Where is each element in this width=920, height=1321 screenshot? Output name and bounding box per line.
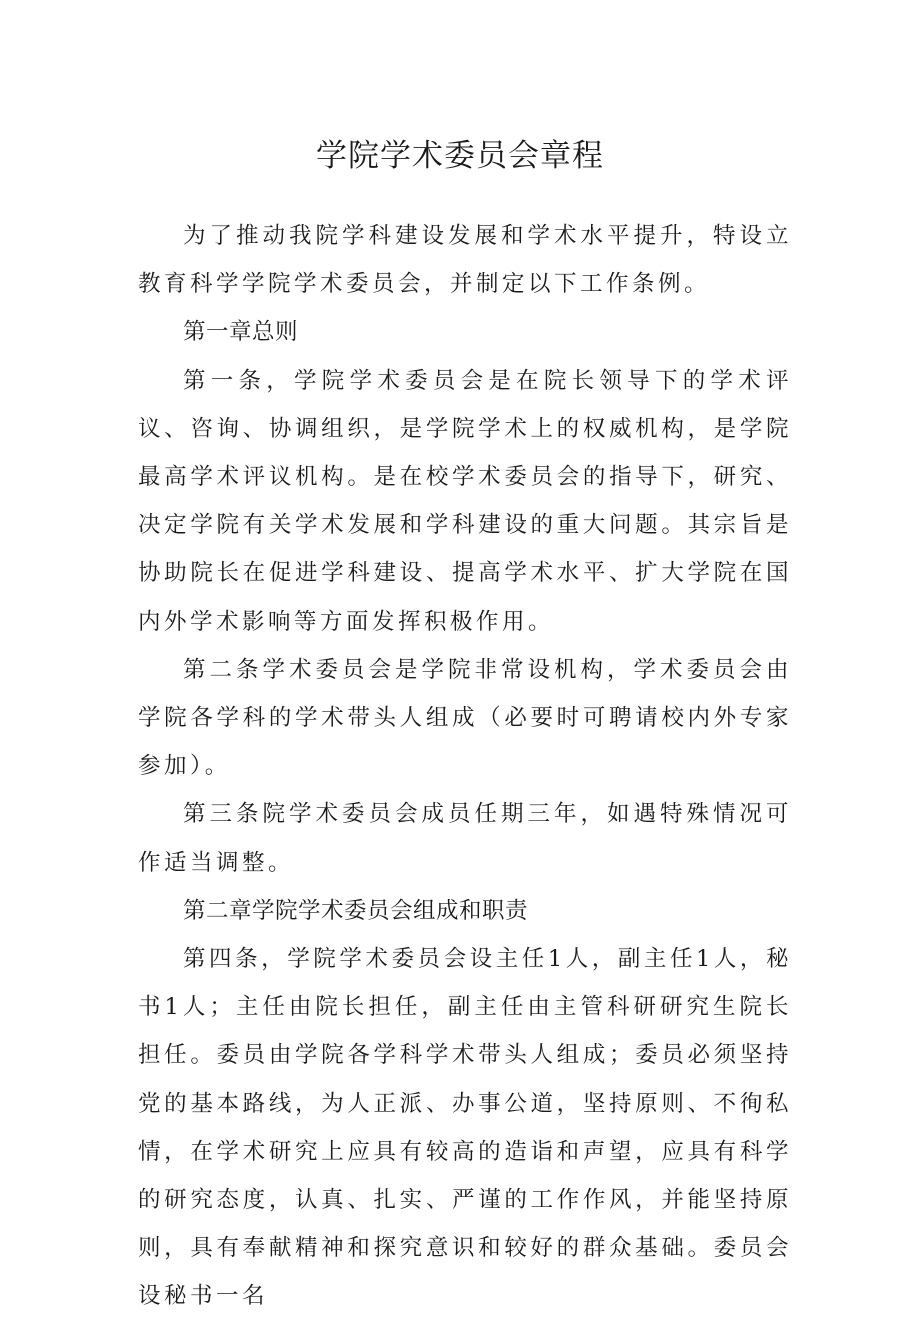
chapter-1-heading: 第一章总则 bbox=[183, 319, 299, 346]
article-3-paragraph: 第三条院学术委员会成员任期三年，如遇特殊情况可作适当调整。 bbox=[138, 801, 792, 876]
document-title: 学院学术委员会章程 bbox=[316, 138, 604, 174]
chapter-2-heading: 第二章学院学术委员会组成和职责 bbox=[183, 897, 529, 924]
intro-paragraph: 为了推动我院学科建设发展和学术水平提升，特设立教育科学学院学术委员会，并制定以下工作条例。 bbox=[138, 223, 792, 298]
article-1-paragraph: 第一条，学院学术委员会是在院长领导下的学术评议、咨询、协调组织，是学院学术上的权威机构，是学院最高学术评议机构。是在校学术委员会的指导下，研究、决定学院有关学术发展和学科建设的重大问题。其宗旨是协助院长在促进学科建设、提高学术水平、扩大学院在国内外学术影响等方面发挥积极作用。 bbox=[138, 367, 792, 635]
article-2-paragraph: 第二条学术委员会是学院非常设机构，学术委员会由学院各学科的学术带头人组成（必要时可聘请校内外专家参加）。 bbox=[138, 656, 792, 780]
document-body bbox=[138, 212, 792, 1321]
article-4-paragraph: 第四条，学院学术委员会设主任1人，副主任1人，秘书1人；主任由院长担任，副主任由主管科研研究生院长担任。委员由学院各学科学术带头人组成；委员必须坚持党的基本路线，为人正派、办事公道，坚持原则、不徇私情，在学术研究上应具有较高的造诣和声望，应具有科学的研究态度，认真、扎实、严谨的工作作风，并能坚持原则，具有奉献精神和探究意识和较好的群众基础。委员会设秘书一名 bbox=[138, 946, 792, 1310]
